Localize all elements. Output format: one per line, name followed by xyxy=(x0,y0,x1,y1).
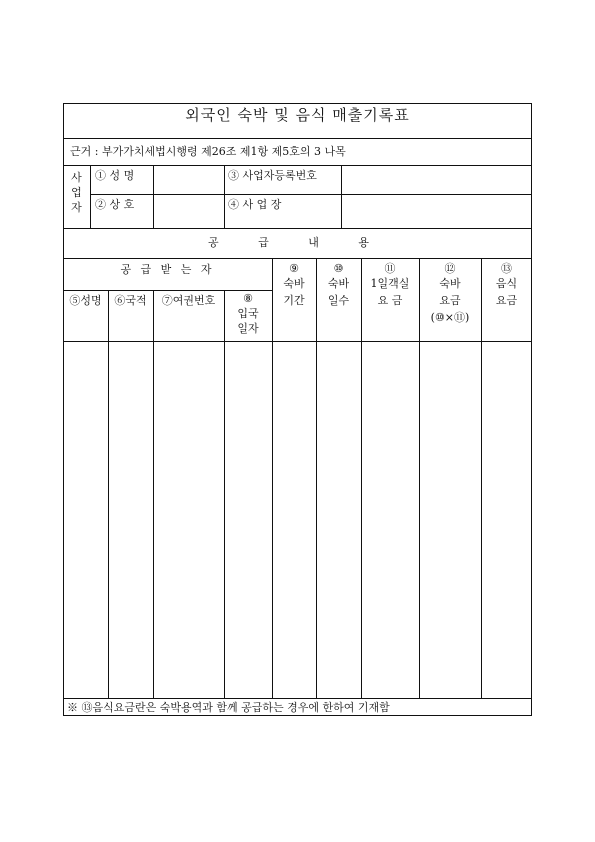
divider-footnote xyxy=(63,698,532,699)
divider-recipient xyxy=(63,290,272,291)
col-stay-days-line2: 일수 xyxy=(327,294,350,307)
field-business-place-label: ④ 사 업 장 xyxy=(228,198,282,211)
vline-business-label xyxy=(90,165,91,228)
divider-business-bottom xyxy=(63,228,532,229)
col-room-rate-line2: 요 금 xyxy=(377,294,403,307)
col-room-rate-line1: 1일객실 xyxy=(370,277,410,290)
divider-supply xyxy=(63,258,532,259)
field-business-reg-label: ③ 사업자등록번호 xyxy=(228,169,317,182)
col-entry-date-line2: 일자 xyxy=(237,322,259,335)
col-food-fee-num: ⑬ xyxy=(501,262,512,275)
col-room-rate-num: ⑪ xyxy=(384,262,396,275)
field-business-reg-value[interactable] xyxy=(342,166,531,193)
col-name-header: ⑤성명 xyxy=(69,294,102,307)
col-stay-days-num: ⑩ xyxy=(333,262,344,275)
col-lodging-fee-line1: 숙바 xyxy=(439,277,461,290)
col-lodging-fee-num: ⑫ xyxy=(444,262,456,275)
col-stay-period-line2: 기간 xyxy=(283,294,305,307)
field-name-label: ① 성 명 xyxy=(95,169,135,182)
record-entry-area[interactable] xyxy=(64,342,531,697)
divider-title xyxy=(63,138,532,139)
legal-basis: 근거 : 부가가치세법시행령 제26조 제1항 제5호의 3 나목 xyxy=(70,145,346,158)
form-title: 외국인 숙박 및 음식 매출기록표 xyxy=(185,106,410,124)
field-name-value[interactable] xyxy=(154,166,223,193)
col-food-fee-line2: 요금 xyxy=(495,294,518,307)
field-business-place-value[interactable] xyxy=(342,195,531,227)
vline-field-mid xyxy=(224,165,225,228)
col-food-fee-line1: 음식 xyxy=(495,277,518,290)
business-label-3: 자 xyxy=(71,201,82,214)
col-lodging-fee-formula: (⑩×⑪) xyxy=(430,311,470,324)
col-nationality-header: ⑥국적 xyxy=(114,294,147,307)
business-label-2: 업 xyxy=(71,186,82,199)
field-trade-name-value[interactable] xyxy=(154,195,223,227)
field-trade-name-label: ② 상 호 xyxy=(95,198,135,211)
supply-header: 공 급 내 용 xyxy=(208,236,387,249)
col-lodging-fee-line2: 요금 xyxy=(439,294,461,307)
col-stay-days-line1: 숙바 xyxy=(327,277,350,290)
col-passport-header: ⑦여권번호 xyxy=(161,294,216,307)
col-stay-period-num: ⑨ xyxy=(289,262,299,275)
col-stay-period-line1: 숙바 xyxy=(283,277,305,290)
col-entry-date-line1: 입국 xyxy=(237,307,259,320)
col-entry-date-num: ⑧ xyxy=(243,292,253,305)
recipient-header: 공 급 받 는 자 xyxy=(120,263,215,276)
footnote: ※ ⑬음식요금란은 숙박용역과 함께 공급하는 경우에 한하여 기재함 xyxy=(67,701,390,714)
business-label-1: 사 xyxy=(71,171,82,184)
